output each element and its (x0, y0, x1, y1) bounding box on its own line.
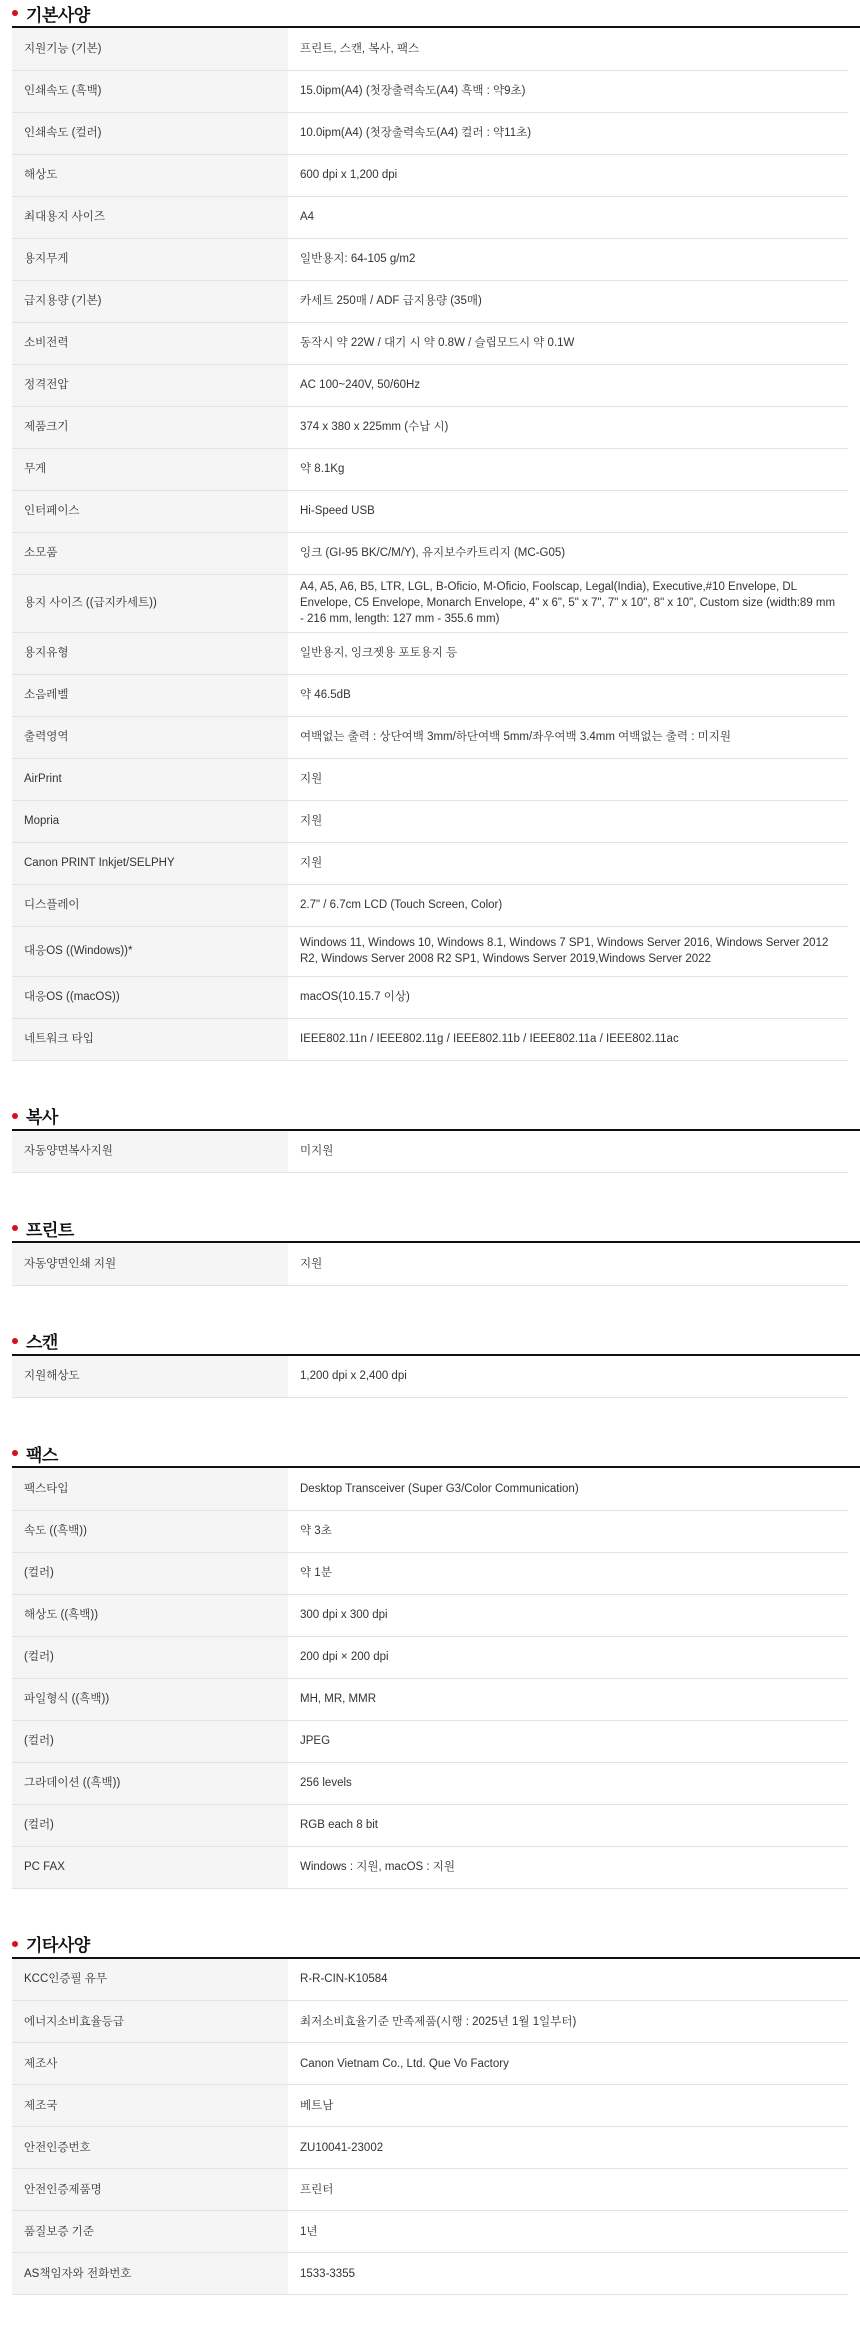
spec-row (12, 2253, 848, 2295)
spec-label: 소모품 (12, 532, 288, 574)
spec-row (12, 364, 848, 406)
spec-value: 지원 (288, 800, 848, 842)
spec-row (12, 574, 848, 632)
spec-value: ZU10041-23002 (288, 2127, 848, 2169)
spec-value: 카세트 250매 / ADF 급지용량 (35매) (288, 280, 848, 322)
section-title (12, 0, 860, 28)
spec-row (12, 1678, 848, 1720)
spec-label: 최대용지 사이즈 (12, 196, 288, 238)
spec-row (12, 674, 848, 716)
spec-row (12, 1018, 848, 1060)
spec-row (12, 842, 848, 884)
spec-row (12, 1804, 848, 1846)
spec-value: 프린트, 스캔, 복사, 팩스 (288, 28, 848, 70)
spec-row (12, 1243, 848, 1285)
spec-row (12, 1356, 848, 1398)
spec-value: Desktop Transceiver (Super G3/Color Communication) (288, 1468, 848, 1510)
spec-label: 소비전력 (12, 322, 288, 364)
spec-label: 안전인증제품명 (12, 2169, 288, 2211)
spec-row (12, 1468, 848, 1510)
spec-row (12, 238, 848, 280)
spec-value: A4, A5, A6, B5, LTR, LGL, B-Oficio, M-Oficio, Foolscap, Legal(India), Executive,#10 Envelope, DL Envelope, C5 Envelope, Monarch Envelope, 4" x 6", 5" x 7", 7" x 10", 8" x 10", Custom size (width:89 mm - 216 mm, length: 127 mm - 355.6 mm) (288, 574, 848, 632)
bullet-dot-icon (12, 1450, 18, 1456)
spec-table (12, 1468, 848, 1889)
section-gap (12, 1889, 860, 1931)
spec-label: 소음레벨 (12, 674, 288, 716)
spec-value: 지원 (288, 1243, 848, 1285)
spec-label: 자동양면복사지원 (12, 1131, 288, 1173)
spec-row (12, 112, 848, 154)
spec-label: 인쇄속도 (흑백) (12, 70, 288, 112)
spec-row (12, 884, 848, 926)
section-title (12, 1328, 860, 1356)
spec-label: 인쇄속도 (컬러) (12, 112, 288, 154)
spec-label: 그라데이션 ((흑백)) (12, 1762, 288, 1804)
spec-row (12, 154, 848, 196)
spec-value: 지원 (288, 758, 848, 800)
spec-value: Windows 11, Windows 10, Windows 8.1, Windows 7 SP1, Windows Server 2016, Windows Server 2012 R2, Windows Server 2008 R2 SP1, Windows Server 2019,Windows Server 2022 (288, 926, 848, 976)
section-heading: 복사 (26, 1108, 58, 1127)
section-heading: 스캔 (26, 1333, 58, 1352)
spec-value: 일반용지, 잉크젯용 포토용지 등 (288, 632, 848, 674)
spec-table (12, 1243, 848, 1286)
spec-label: 지원기능 (기본) (12, 28, 288, 70)
spec-label: 용지무게 (12, 238, 288, 280)
bullet-dot-icon (12, 1113, 18, 1119)
spec-row (12, 532, 848, 574)
spec-label: 품질보증 기준 (12, 2211, 288, 2253)
spec-row (12, 196, 848, 238)
spec-value: RGB each 8 bit (288, 1804, 848, 1846)
section-title (12, 1931, 860, 1959)
spec-value: 지원 (288, 842, 848, 884)
spec-value: Windows : 지원, macOS : 지원 (288, 1846, 848, 1888)
spec-row (12, 1594, 848, 1636)
spec-value: AC 100~240V, 50/60Hz (288, 364, 848, 406)
spec-value: 미지원 (288, 1131, 848, 1173)
section-heading: 기본사양 (26, 5, 90, 25)
spec-table (12, 1959, 848, 2296)
spec-value: 1,200 dpi x 2,400 dpi (288, 1356, 848, 1398)
spec-label: PC FAX (12, 1846, 288, 1888)
spec-label: 대응OS ((macOS)) (12, 976, 288, 1018)
section-title (12, 1440, 860, 1468)
section-heading: 팩스 (26, 1445, 58, 1465)
spec-label: 안전인증번호 (12, 2127, 288, 2169)
spec-label: 제조사 (12, 2043, 288, 2085)
spec-row (12, 1720, 848, 1762)
spec-label: 급지용량 (기본) (12, 280, 288, 322)
spec-row (12, 1762, 848, 1804)
spec-value: 약 1분 (288, 1552, 848, 1594)
spec-row (12, 406, 848, 448)
section-title (12, 1215, 860, 1243)
spec-label: 제조국 (12, 2085, 288, 2127)
bullet-dot-icon (12, 1338, 18, 1344)
spec-label: (컬러) (12, 1720, 288, 1762)
spec-value: 약 8.1Kg (288, 448, 848, 490)
spec-label: AirPrint (12, 758, 288, 800)
section-heading: 프린트 (26, 1220, 74, 1240)
spec-row (12, 490, 848, 532)
spec-row (12, 716, 848, 758)
spec-table (12, 1356, 848, 1399)
spec-row (12, 632, 848, 674)
spec-row (12, 1846, 848, 1888)
spec-label: 해상도 ((흑백)) (12, 1594, 288, 1636)
spec-row (12, 2169, 848, 2211)
spec-label: 팩스타입 (12, 1468, 288, 1510)
spec-value: 256 levels (288, 1762, 848, 1804)
spec-label: KCC인증필 유무 (12, 1959, 288, 2001)
spec-row (12, 1959, 848, 2001)
spec-label: 디스플레이 (12, 884, 288, 926)
spec-value: 약 3초 (288, 1510, 848, 1552)
spec-row (12, 2211, 848, 2253)
spec-row (12, 2043, 848, 2085)
spec-value: 15.0ipm(A4) (첫장출력속도(A4) 흑백 : 약9초) (288, 70, 848, 112)
spec-value: 10.0ipm(A4) (첫장출력속도(A4) 컬러 : 약11초) (288, 112, 848, 154)
spec-value: Canon Vietnam Co., Ltd. Que Vo Factory (288, 2043, 848, 2085)
spec-label: 해상도 (12, 154, 288, 196)
spec-label: Canon PRINT Inkjet/SELPHY (12, 842, 288, 884)
spec-label: 인터페이스 (12, 490, 288, 532)
spec-label: 자동양면인쇄 지원 (12, 1243, 288, 1285)
spec-label: 출력영역 (12, 716, 288, 758)
spec-label: 속도 ((흑백)) (12, 1510, 288, 1552)
spec-value: JPEG (288, 1720, 848, 1762)
spec-value: 600 dpi x 1,200 dpi (288, 154, 848, 196)
spec-value: 일반용지: 64-105 g/m2 (288, 238, 848, 280)
spec-value: 300 dpi x 300 dpi (288, 1594, 848, 1636)
spec-value: 약 46.5dB (288, 674, 848, 716)
section-gap (12, 1286, 860, 1328)
spec-value: R-R-CIN-K10584 (288, 1959, 848, 2001)
section-gap (12, 1398, 860, 1440)
bullet-dot-icon (12, 1225, 18, 1231)
spec-value: 1년 (288, 2211, 848, 2253)
spec-value: 374 x 380 x 225mm (수납 시) (288, 406, 848, 448)
spec-value: macOS(10.15.7 이상) (288, 976, 848, 1018)
spec-label: 지원해상도 (12, 1356, 288, 1398)
spec-value: 여백없는 출력 : 상단여백 3mm/하단여백 5mm/좌우여백 3.4mm 여백없는 출력 : 미지원 (288, 716, 848, 758)
spec-row (12, 800, 848, 842)
spec-value: IEEE802.11n / IEEE802.11g / IEEE802.11b / IEEE802.11a / IEEE802.11ac (288, 1018, 848, 1060)
spec-value: 최저소비효율기준 만족제품(시행 : 2025년 1월 1일부터) (288, 2001, 848, 2043)
bullet-dot-icon (12, 10, 18, 16)
section-title (12, 1103, 860, 1131)
spec-value: 2.7" / 6.7cm LCD (Touch Screen, Color) (288, 884, 848, 926)
spec-row (12, 70, 848, 112)
spec-label: (컬러) (12, 1552, 288, 1594)
spec-label: 네트워크 타입 (12, 1018, 288, 1060)
spec-label: 에너지소비효율등급 (12, 2001, 288, 2043)
spec-label: (컬러) (12, 1636, 288, 1678)
spec-label: 용지 사이즈 ((급지카세트)) (12, 574, 288, 632)
spec-value: 베트남 (288, 2085, 848, 2127)
spec-row (12, 976, 848, 1018)
spec-value: 동작시 약 22W / 대기 시 약 0.8W / 슬립모드시 약 0.1W (288, 322, 848, 364)
section-heading: 기타사양 (26, 1936, 90, 1955)
spec-label: 제품크기 (12, 406, 288, 448)
section-gap (12, 1061, 860, 1103)
spec-row (12, 758, 848, 800)
spec-row (12, 1131, 848, 1173)
spec-label: Mopria (12, 800, 288, 842)
spec-value: Hi-Speed USB (288, 490, 848, 532)
spec-value: MH, MR, MMR (288, 1678, 848, 1720)
spec-row (12, 280, 848, 322)
spec-table (12, 28, 848, 1061)
spec-label: 정격전압 (12, 364, 288, 406)
spec-row (12, 1510, 848, 1552)
spec-label: 무게 (12, 448, 288, 490)
spec-label: 파일형식 ((흑백)) (12, 1678, 288, 1720)
bullet-dot-icon (12, 1941, 18, 1947)
spec-value: 프린터 (288, 2169, 848, 2211)
spec-value: 1533-3355 (288, 2253, 848, 2295)
spec-row (12, 1552, 848, 1594)
spec-table (12, 1131, 848, 1174)
spec-row (12, 448, 848, 490)
spec-label: AS책임자와 전화번호 (12, 2253, 288, 2295)
spec-row (12, 2127, 848, 2169)
spec-value: 200 dpi × 200 dpi (288, 1636, 848, 1678)
section-gap (12, 1173, 860, 1215)
spec-row (12, 2001, 848, 2043)
spec-row (12, 926, 848, 976)
spec-value: A4 (288, 196, 848, 238)
spec-row (12, 2085, 848, 2127)
spec-label: 용지유형 (12, 632, 288, 674)
spec-row (12, 1636, 848, 1678)
spec-label: 대응OS ((Windows))* (12, 926, 288, 976)
spec-row (12, 28, 848, 70)
spec-row (12, 322, 848, 364)
spec-label: (컬러) (12, 1804, 288, 1846)
spec-value: 잉크 (GI-95 BK/C/M/Y), 유지보수카트리지 (MC-G05) (288, 532, 848, 574)
